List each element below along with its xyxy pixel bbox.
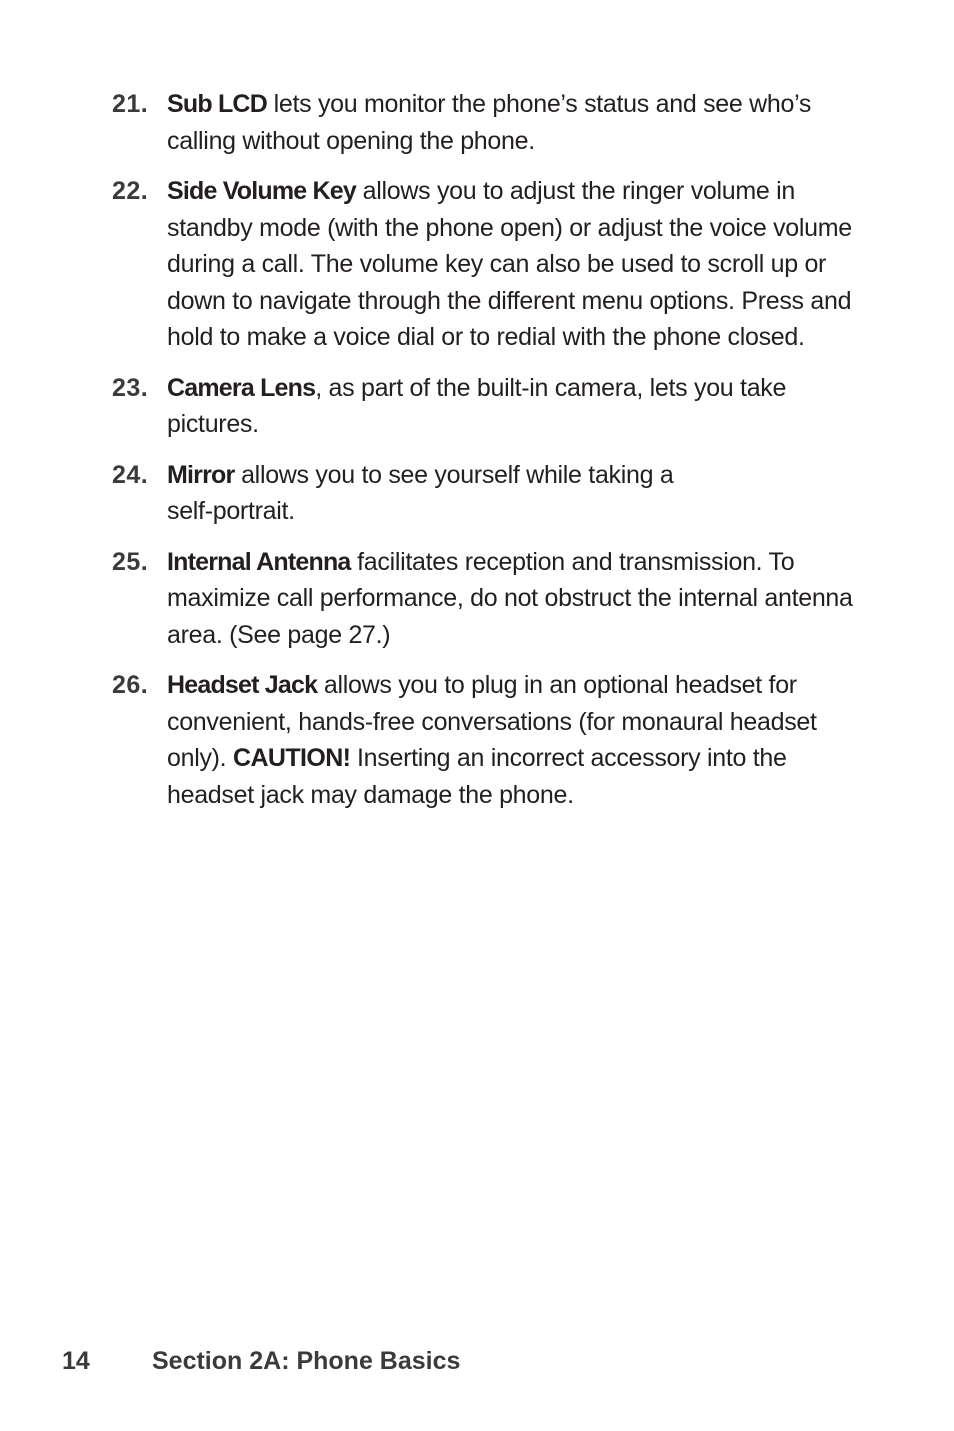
- page-footer: [62, 1347, 460, 1376]
- item-number: 24.: [112, 460, 149, 489]
- item-number: 21.: [112, 90, 149, 118]
- list-item-camera-lens: [112, 370, 872, 443]
- item-number: 25.: [112, 547, 149, 576]
- component-description-list: [112, 86, 872, 827]
- list-item-internal-antenna: [112, 544, 872, 654]
- item-description: facilitates reception and transmission. To maximize call performance, do not obstruct the internal antenna area. (See page 27.): [167, 547, 853, 649]
- caution-text: Inserting an incorrect accessory into the headset jack may damage the phone.: [167, 744, 787, 809]
- list-item-side-volume-key: [112, 173, 872, 356]
- item-term: Camera Lens: [167, 373, 316, 402]
- item-term: Internal Antenna: [167, 547, 351, 576]
- item-description: lets you monitor the phone’s status and see who’s calling without opening the phone.: [167, 90, 812, 155]
- list-item-mirror: [112, 457, 872, 530]
- caution-label: CAUTION!: [232, 744, 351, 772]
- item-number: 22.: [112, 177, 149, 205]
- section-title: Section 2A: Phone Basics: [152, 1347, 461, 1375]
- item-term: Mirror: [167, 460, 235, 489]
- page-number: 14: [62, 1347, 90, 1375]
- item-description: allows you to see yourself while taking a: [234, 460, 674, 489]
- item-term: Headset Jack: [167, 671, 318, 699]
- item-number: 26.: [112, 671, 149, 699]
- item-description: allows you to adjust the ringer volume in standby mode (with the phone open) or adjust the voice volume during a call. The volume key can also be used to scroll up or down to navigate through the different menu options. Press and hold to make a voice dial or to redial with the phone closed.: [167, 177, 852, 351]
- list-item-sub-lcd: [112, 86, 872, 159]
- item-description: allows you to plug in an optional headset for convenient, hands-free conversations (for monaural headset only).: [167, 671, 817, 772]
- list-item-headset-jack: [112, 667, 872, 813]
- item-description: , as part of the built-in camera, lets you take pictures.: [167, 373, 787, 438]
- item-term: Sub LCD: [167, 90, 267, 118]
- item-number: 23.: [112, 373, 149, 402]
- item-term: Side Volume Key: [167, 177, 356, 205]
- item-description-continued: self-portrait.: [167, 497, 295, 525]
